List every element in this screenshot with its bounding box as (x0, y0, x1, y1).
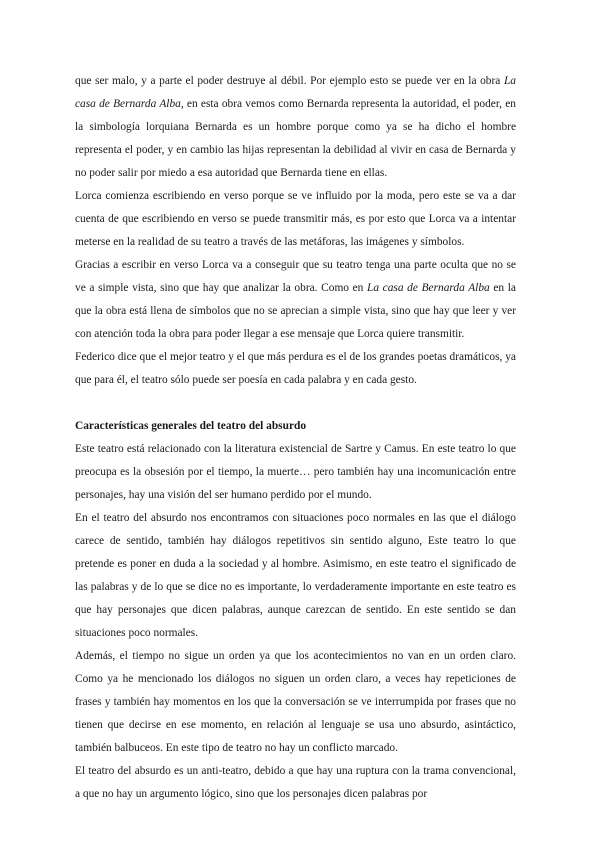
paragraph-poetic-theatre: Federico dice que el mejor teatro y el que más perdura es el de los grandes poetas dramáticos, ya que para él, el teatro sólo puede ser poesía en cada palabra y en cada gesto. (75, 351, 516, 386)
paragraph-time-order: Además, el tiempo no sigue un orden ya que los acontecimientos no van en un orden claro. Como ya he mencionado los diálogos no siguen un orden claro, a veces hay repeticiones de frases y también hay momentos en los que la conversación se ve interrumpida por frases que no tienen que decirse en ese momento, en relación al lenguaje se usa uno absurdo, asintáctico, también balbuceos. En este tipo de teatro no hay un conflicto marcado. (75, 650, 516, 754)
work-title: La casa de Bernarda Alba (367, 282, 490, 294)
paragraph-bernarda-authority (75, 70, 516, 185)
paragraph-text: en la que la obra está llena de símbolos que no se aprecian a simple vista, sino que hay que leer y ver con atención toda la obra para poder llegar a ese mensaje que Lorca quiere transmitir. (75, 282, 516, 340)
document-page (75, 70, 516, 806)
paragraph-text: que ser malo, y a parte el poder destruye al débil. Por ejemplo esto se puede ver en la obra (75, 75, 504, 87)
section-heading: Características generales del teatro del absurdo (75, 420, 307, 432)
paragraph-text: , en esta obra vemos como Bernarda representa la autoridad, el poder, en la simbología lorquiana Bernarda es un hombre porque como ya se ha dicho el hombre representa el poder, y en cambio las hijas representan la debilidad al vivir en casa de Bernarda y no poder salir por miedo a esa autoridad que Bernarda tiene en ellas. (75, 98, 517, 179)
paragraph-situations: En el teatro del absurdo nos encontramos con situaciones poco normales en las que el diálogo carece de sentido, también hay diálogos repetitivos sin sentido alguno, Este teatro lo que pretende es poner en duda a la sociedad y al hombre. Asimismo, en este teatro el significado de las palabras y de lo que se dice no es importante, lo verdaderamente importante en este teatro es que hay personajes que dicen palabras, aunque carezcan de sentido. En este sentido se dan situaciones poco normales. (75, 512, 516, 639)
paragraph-anti-theatre: El teatro del absurdo es un anti-teatro, debido a que hay una ruptura con la trama convencional, a que no hay un argumento lógico, sino que los personajes dicen palabras por (75, 765, 516, 800)
paragraph-text: Gracias a escribir en verso Lorca va a conseguir que su teatro tenga una parte oculta que no se ve a simple vista, sino que hay que analizar la obra. Como en (75, 259, 516, 294)
work-title: La casa de Bernarda Alba (75, 75, 516, 110)
paragraph-hidden-meaning (75, 254, 516, 346)
paragraph-verse: Lorca comienza escribiendo en verso porque se ve influido por la moda, pero este se va a dar cuenta de que escribiendo en verso se puede transmitir más, es por esto que Lorca va a intentar meterse en la realidad de su teatro a través de las metáforas, las imágenes y símbolos. (75, 190, 516, 248)
paragraph-existential: Este teatro está relacionado con la literatura existencial de Sartre y Camus. En este teatro lo que preocupa es la obsesión por el tiempo, la muerte… pero también hay una incomunicación entre personajes, hay una visión del ser humano perdido por el mundo. (75, 443, 516, 501)
